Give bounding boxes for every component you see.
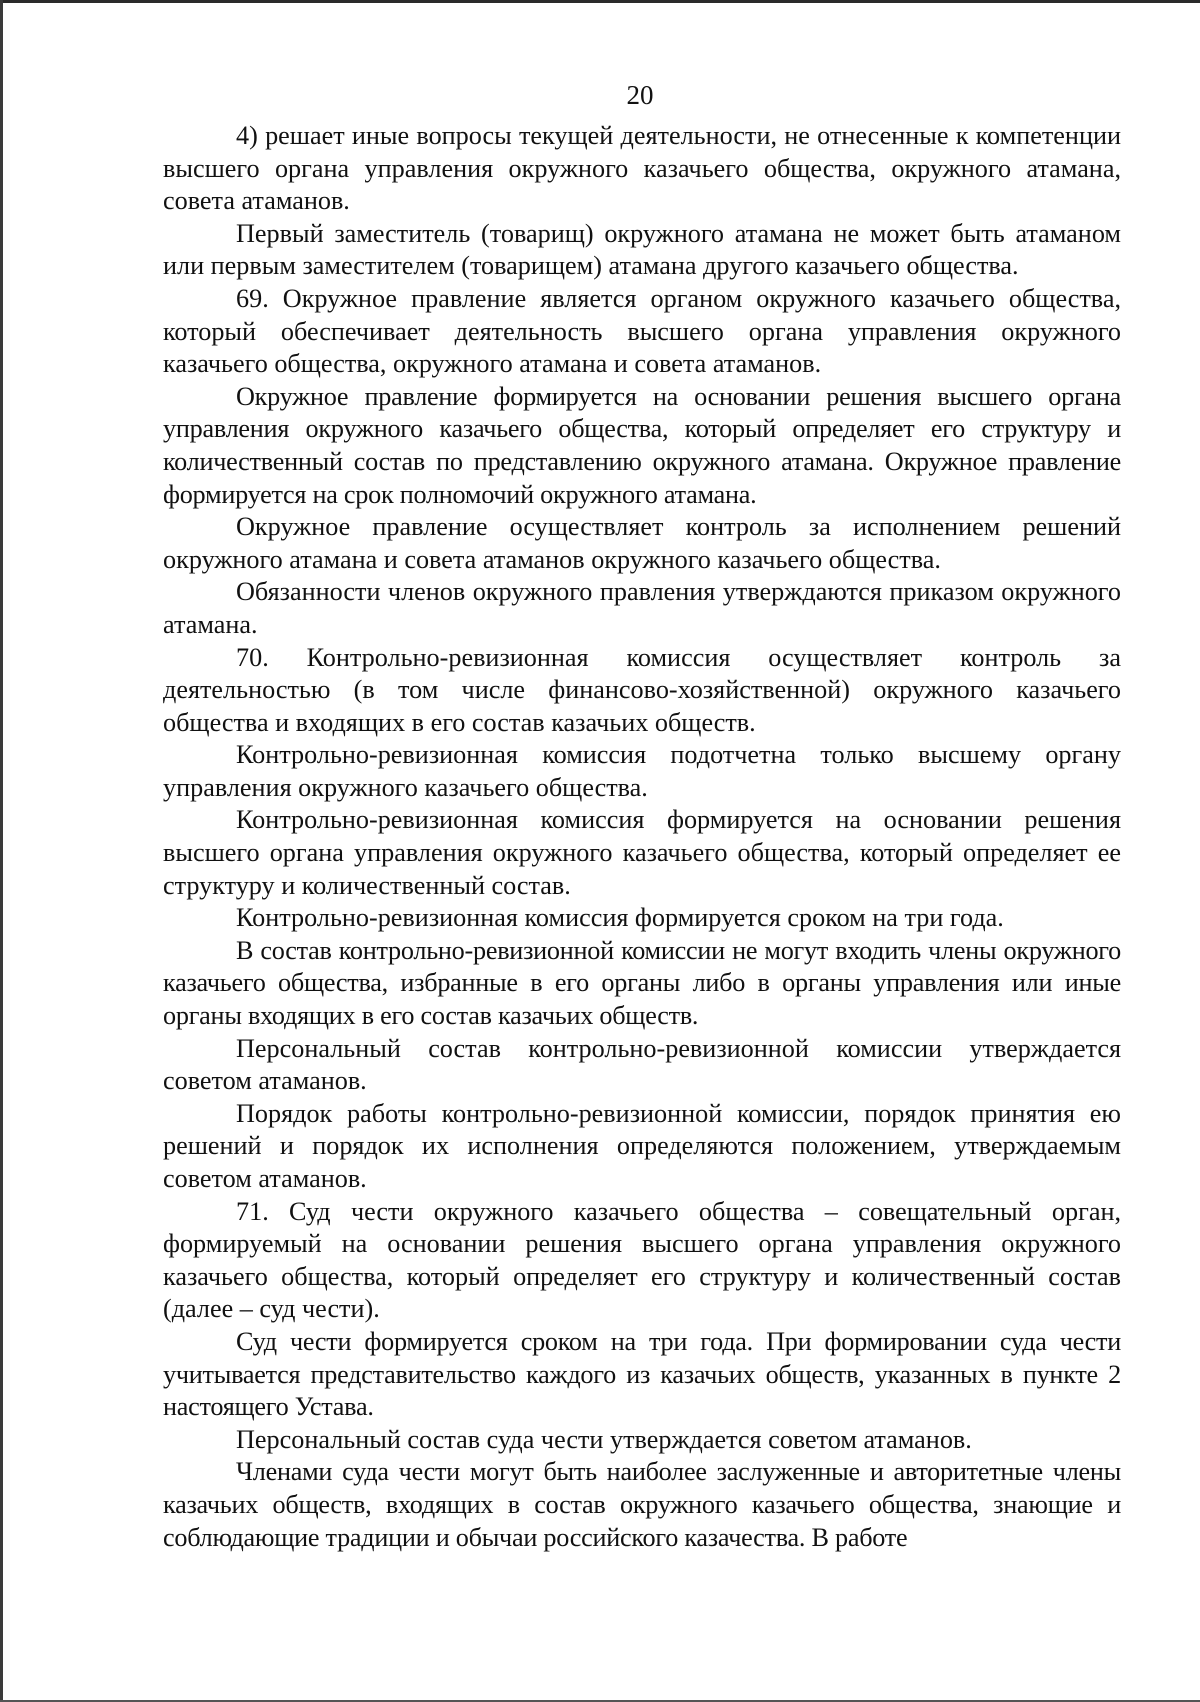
paragraph: В состав контрольно-ревизионной комиссии не могут входить члены окружного казачьего общества, избранные в его органы либо в органы управления или иные органы входящих в его состав казачьих обществ. xyxy=(163,935,1121,1031)
paragraph: 71. Суд чести окружного казачьего общества – совещательный орган, формируемый на основании решения высшего органа управления окружного казачьего общества, который определяет его структуру и количественный состав (далее – суд чести). xyxy=(163,1196,1121,1324)
paragraph: Персональный состав суда чести утверждается советом атаманов. xyxy=(236,1424,972,1454)
paragraph: Окружное правление формируется на основании решения высшего органа управления окружного казачьего общества, который определяет его структуру и количественный состав по представлению окружного атамана. Окружное правление формируется на срок полномочий окружного атамана. xyxy=(163,381,1121,509)
page-number: 20 xyxy=(626,80,654,110)
paragraph: Контрольно-ревизионная комиссия формируется на основании решения высшего органа управления окружного казачьего общества, который определяет ее структуру и количественный состав. xyxy=(163,805,1121,900)
paragraph: Первый заместитель (товарищ) окружного атамана не может быть атаманом или первым заместителем (товарищем) атамана другого казачьего общества. xyxy=(163,218,1121,281)
paragraph: Контрольно-ревизионная комиссия формируется сроком на три года. xyxy=(236,903,1004,933)
scan-edge-top xyxy=(0,0,1200,3)
paragraph: Суд чести формируется сроком на три года. При формировании суда чести учитывается представительство каждого из казачьих обществ, указанных в пункте 2 настоящего Устава. xyxy=(163,1326,1121,1422)
paragraph: Обязанности членов окружного правления утверждаются приказом окружного атамана. xyxy=(163,577,1121,639)
paragraph: Контрольно-ревизионная комиссия подотчетна только высшему органу управления окружного казачьего общества. xyxy=(163,740,1121,802)
paragraph: Порядок работы контрольно-ревизионной комиссии, порядок принятия ею решений и порядок их исполнения определяются положением, утверждаемым советом атаманов. xyxy=(163,1098,1121,1193)
paragraph: 69. Окружное правление является органом окружного казачьего общества, который обеспечивает деятельность высшего органа управления окружного казачьего общества, окружного атамана и совета атаманов. xyxy=(163,283,1121,379)
document-body xyxy=(163,120,1121,1554)
paragraph: Членами суда чести могут быть наиболее заслуженные и авторитетные члены казачьих обществ, входящих в состав окружного казачьего общества, знающие и соблюдающие традиции и обычаи российского казачества. В работе xyxy=(163,1457,1121,1552)
paragraph: 70. Контрольно-ревизионная комиссия осуществляет контроль за деятельностью (в том числе финансово-хозяйственной) окружного казачьего общества и входящих в его состав казачьих обществ. xyxy=(163,642,1121,737)
paragraph: Окружное правление осуществляет контроль за исполнением решений окружного атамана и совета атаманов окружного казачьего общества. xyxy=(163,512,1121,574)
scan-edge-left xyxy=(0,0,3,1702)
paragraph: Персональный состав контрольно-ревизионной комиссии утверждается советом атаманов. xyxy=(163,1033,1121,1096)
paragraph: 4) решает иные вопросы текущей деятельности, не отнесенные к компетенции высшего органа управления окружного казачьего общества, окружного атамана, совета атаманов. xyxy=(163,121,1121,216)
